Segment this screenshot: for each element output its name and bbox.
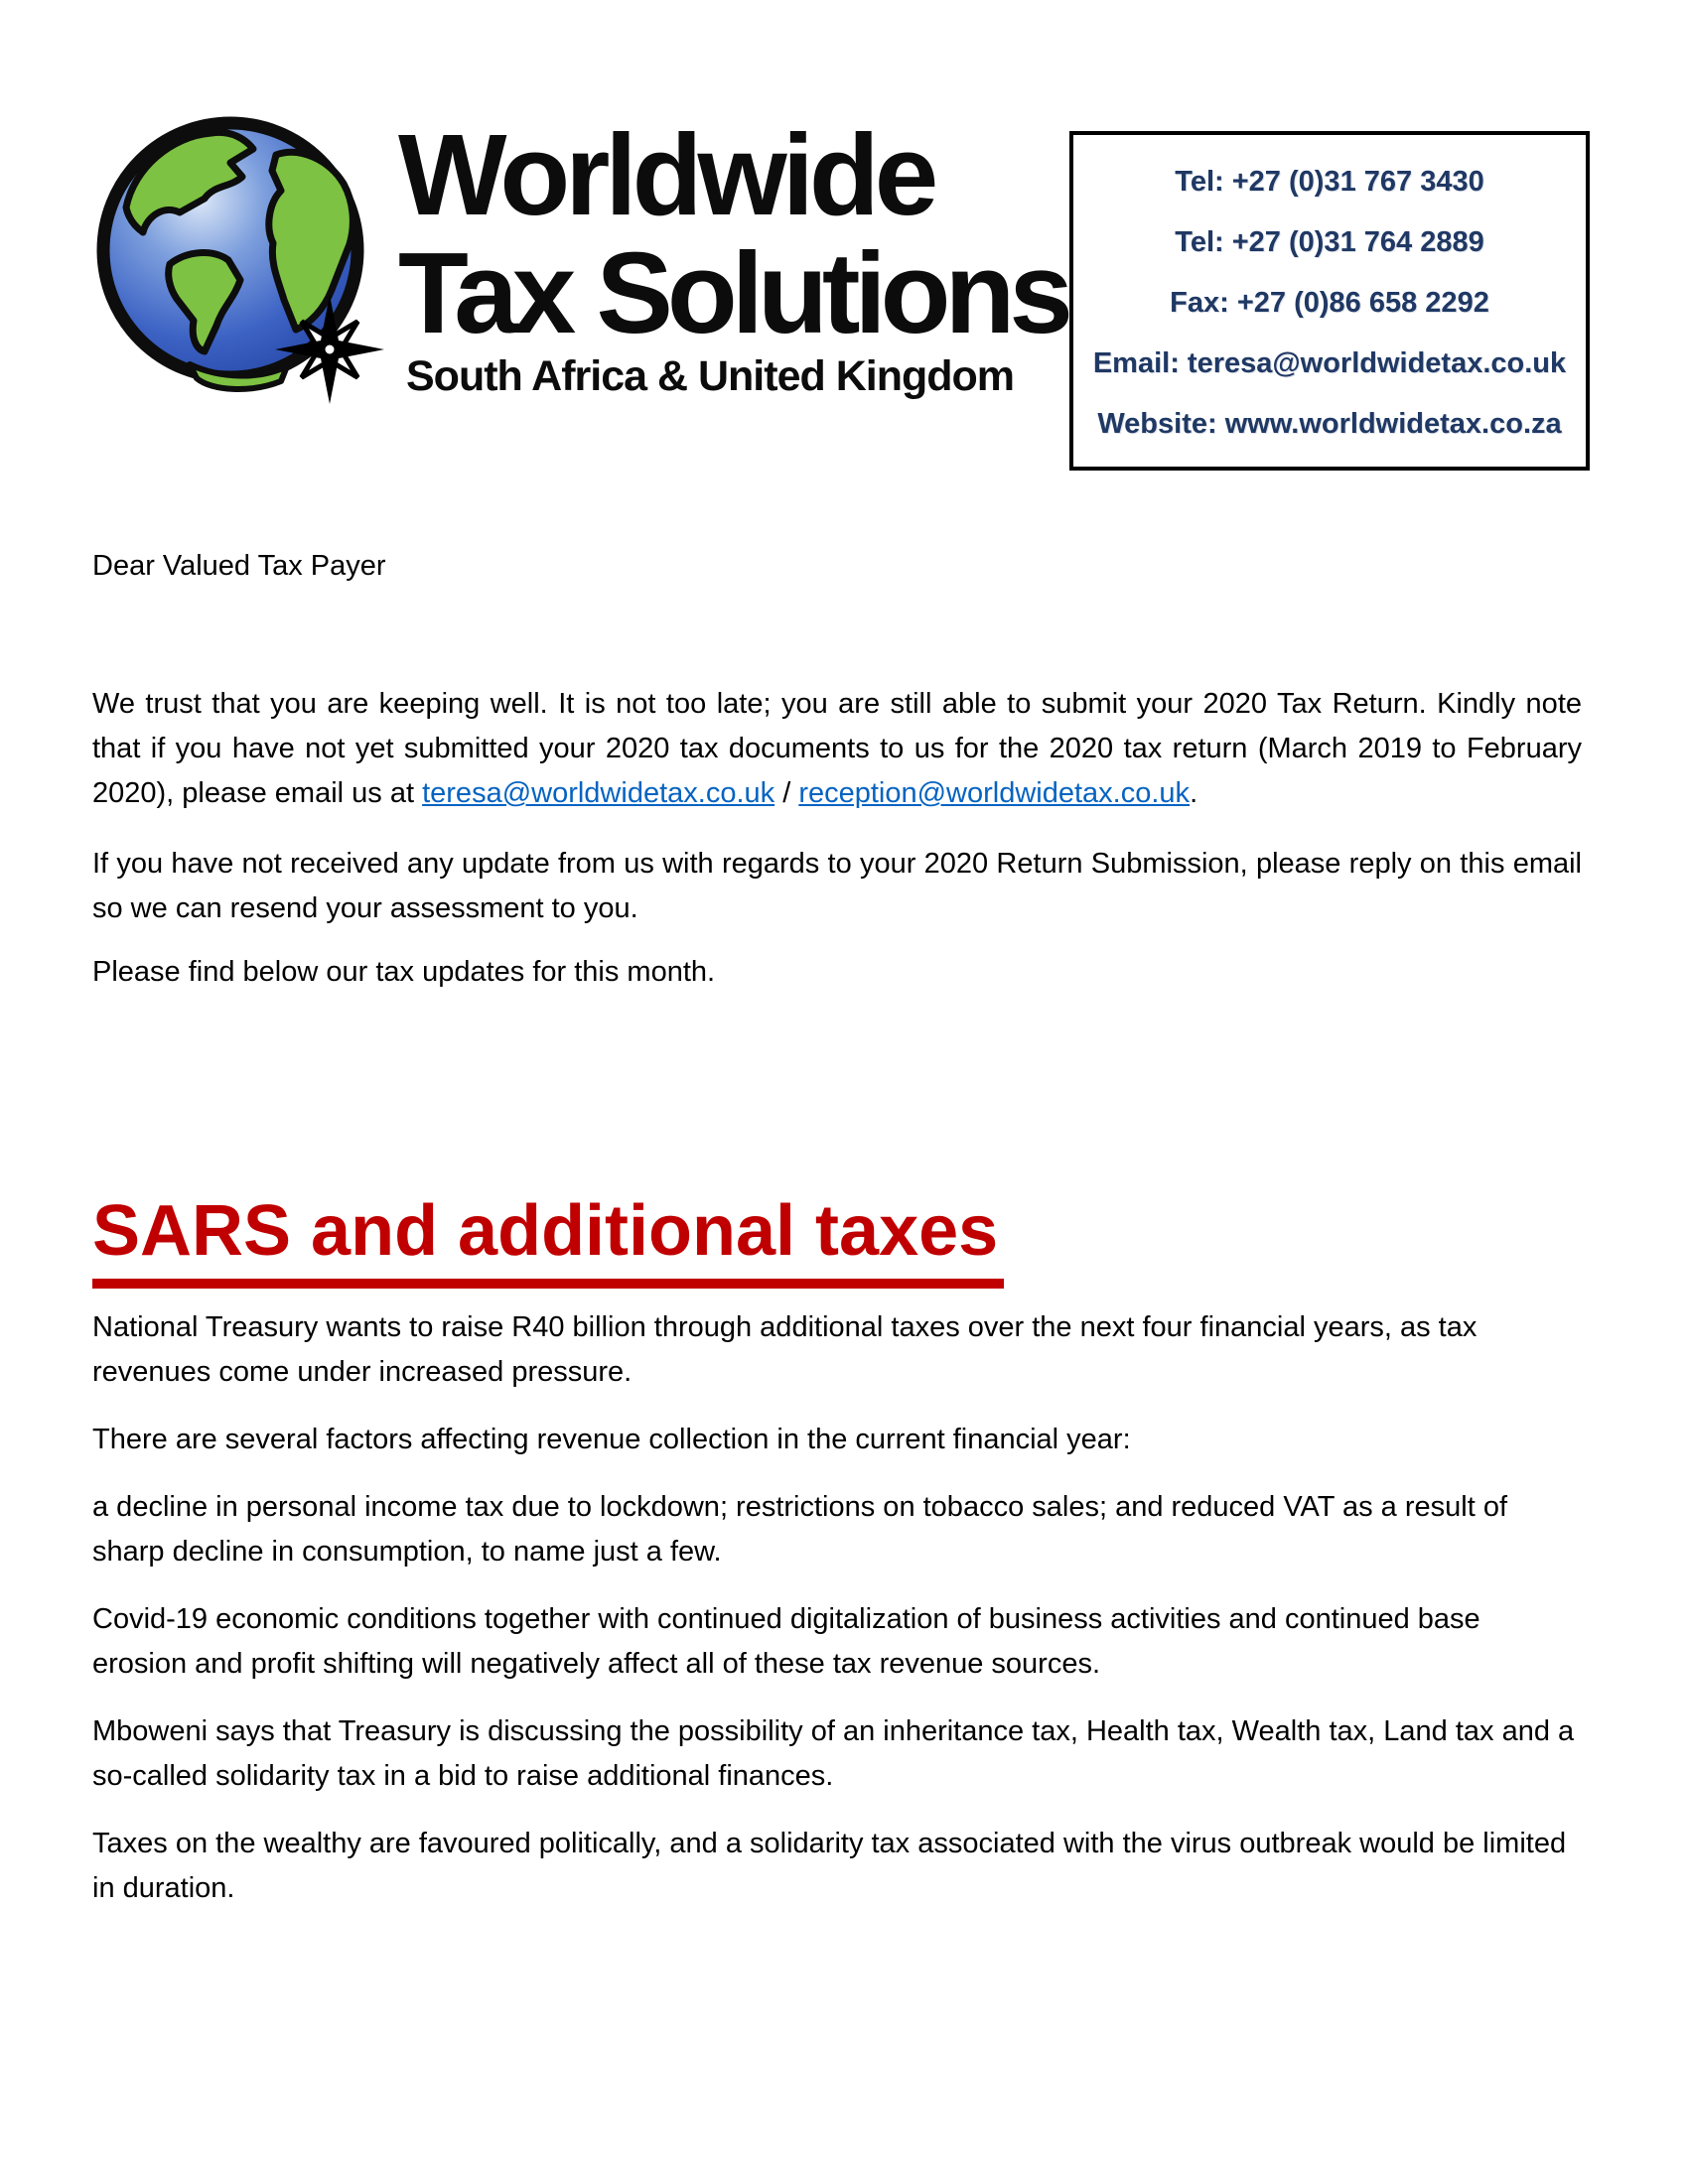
section-paragraph-4: Covid-19 economic conditions together with continued digitalization of business activities and continued base erosion and profit shifting will negatively affect all of these tax revenue sources. [92,1603,1480,1680]
logo-wordmark-line1: Worldwide [398,110,934,239]
intro-paragraph-3: Please find below our tax updates for this month. [92,956,716,988]
section-paragraph-6: Taxes on the wealthy are favoured politically, and a solidarity tax associated with the virus outbreak would be limited in duration. [92,1828,1567,1904]
intro-paragraph-1-period: . [1190,777,1198,809]
section-paragraph-2: There are several factors affecting revenue collection in the current financial year: [92,1424,1131,1455]
email-link-teresa[interactable]: teresa@worldwidetax.co.uk [422,777,775,809]
intro-paragraph-2: If you have not received any update from us with regards to your 2020 Return Submission, please reply on this email so we can resend your assessment to you. [92,848,1582,924]
section-heading [92,1186,1004,1289]
email-link-reception[interactable]: reception@worldwidetax.co.uk [798,777,1191,809]
section-body [92,1305,1582,1934]
salutation: Dear Valued Tax Payer [92,550,386,582]
link-separator: / [774,777,799,809]
section-paragraph-3: a decline in personal income tax due to lockdown; restrictions on tobacco sales; and reduced VAT as a result of sharp decline in consumption, to name just a few. [92,1491,1508,1568]
contact-info-box [1069,131,1590,471]
company-logo [94,104,1067,412]
contact-tel-2: Tel: +27 (0)31 764 2889 [1175,226,1484,258]
section-paragraph-1: National Treasury wants to raise R40 billion through additional taxes over the next four financial years, as tax revenues come under increased pressure. [92,1311,1477,1388]
contact-website: Website: www.worldwidetax.co.za [1097,408,1562,440]
globe-compass-icon [94,104,392,412]
contact-fax: Fax: +27 (0)86 658 2292 [1170,287,1489,319]
intro-paragraph-1 [92,682,1582,816]
intro-paragraph-1-text: We trust that you are keeping well. It is not too late; you are still able to submit your 2020 Tax Return. Kindly note that if you have not yet submitted your 2020 tax documents to us for the 2020 tax return (March 2019 to February 2020), please email us at [92,688,1582,809]
section-heading-text: SARS and additional taxes [92,1186,1004,1289]
contact-tel-1: Tel: +27 (0)31 767 3430 [1175,166,1484,198]
logo-tagline: South Africa & United Kingdom [406,352,1014,400]
contact-email: Email: teresa@worldwidetax.co.uk [1092,347,1567,379]
section-paragraph-5: Mboweni says that Treasury is discussing the possibility of an inheritance tax, Health tax, Wealth tax, Land tax and a so-called solidarity tax in a bid to raise additional finances. [92,1715,1575,1792]
logo-wordmark-line2: Tax Solutions [398,228,1067,357]
letter-intro [92,544,1582,995]
